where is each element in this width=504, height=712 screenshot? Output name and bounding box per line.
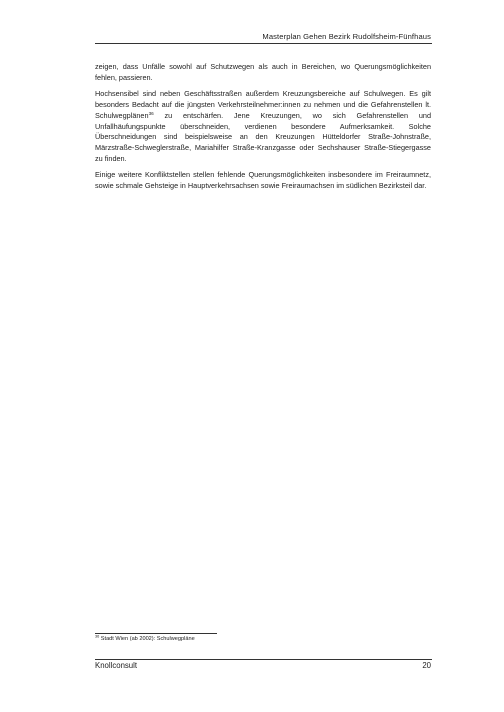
footnote-reference[interactable]: 36 [148, 110, 154, 116]
footer-rule [95, 659, 432, 660]
running-header-title: Masterplan Gehen Bezirk Rudolfsheim-Fünfhaus [262, 32, 431, 41]
footnote-number: 36 [95, 634, 100, 639]
footnote [95, 635, 431, 643]
paragraph-2-text-a: Hochsensibel sind neben Geschäftsstraßen außerdem Kreuzungsbereiche auf Schulwegen. Es gilt besonders Bedacht auf die jüngsten Verkehrsteilnehmer:innen zu nehmen und die Gefahrenstellen lt. Schulwegplänen [95, 88, 431, 120]
footnote-text: Stadt Wien (ab 2002): Schulwegpläne [99, 636, 195, 642]
paragraph-2-text-b: zu entschärfen. Jene Kreuzungen, wo sich Gefahrenstellen und Unfallhäufungspunkte überschneiden, verdienen besondere Aufmerksamkeit. Solche Überschneidungen sind beispielsweise an den Kreuzungen Hütteldorfer Straße-Johnstraße, Märzstraße-Schweglerstraße, Mariahilfer Straße-Kranzgasse oder Sechshauser Straße-Stiegergasse zu finden. [95, 110, 431, 164]
paragraph-2 [95, 89, 431, 165]
footnote-rule [95, 633, 217, 634]
page-number: 20 [422, 661, 431, 670]
footer-company: Knollconsult [95, 661, 138, 670]
paragraph-1: zeigen, dass Unfälle sowohl auf Schutzwegen als auch in Bereichen, wo Querungsmöglichkeiten fehlen, passieren. [95, 62, 431, 82]
body-text [95, 62, 431, 197]
paragraph-3: Einige weitere Konfliktstellen stellen fehlende Querungsmöglichkeiten insbesondere im Freiraumnetz, sowie schmale Gehsteige in Hauptverkehrsachsen sowie Freiraumachsen im südlichen Bezirksteil dar. [95, 170, 431, 191]
header-rule [95, 43, 432, 44]
